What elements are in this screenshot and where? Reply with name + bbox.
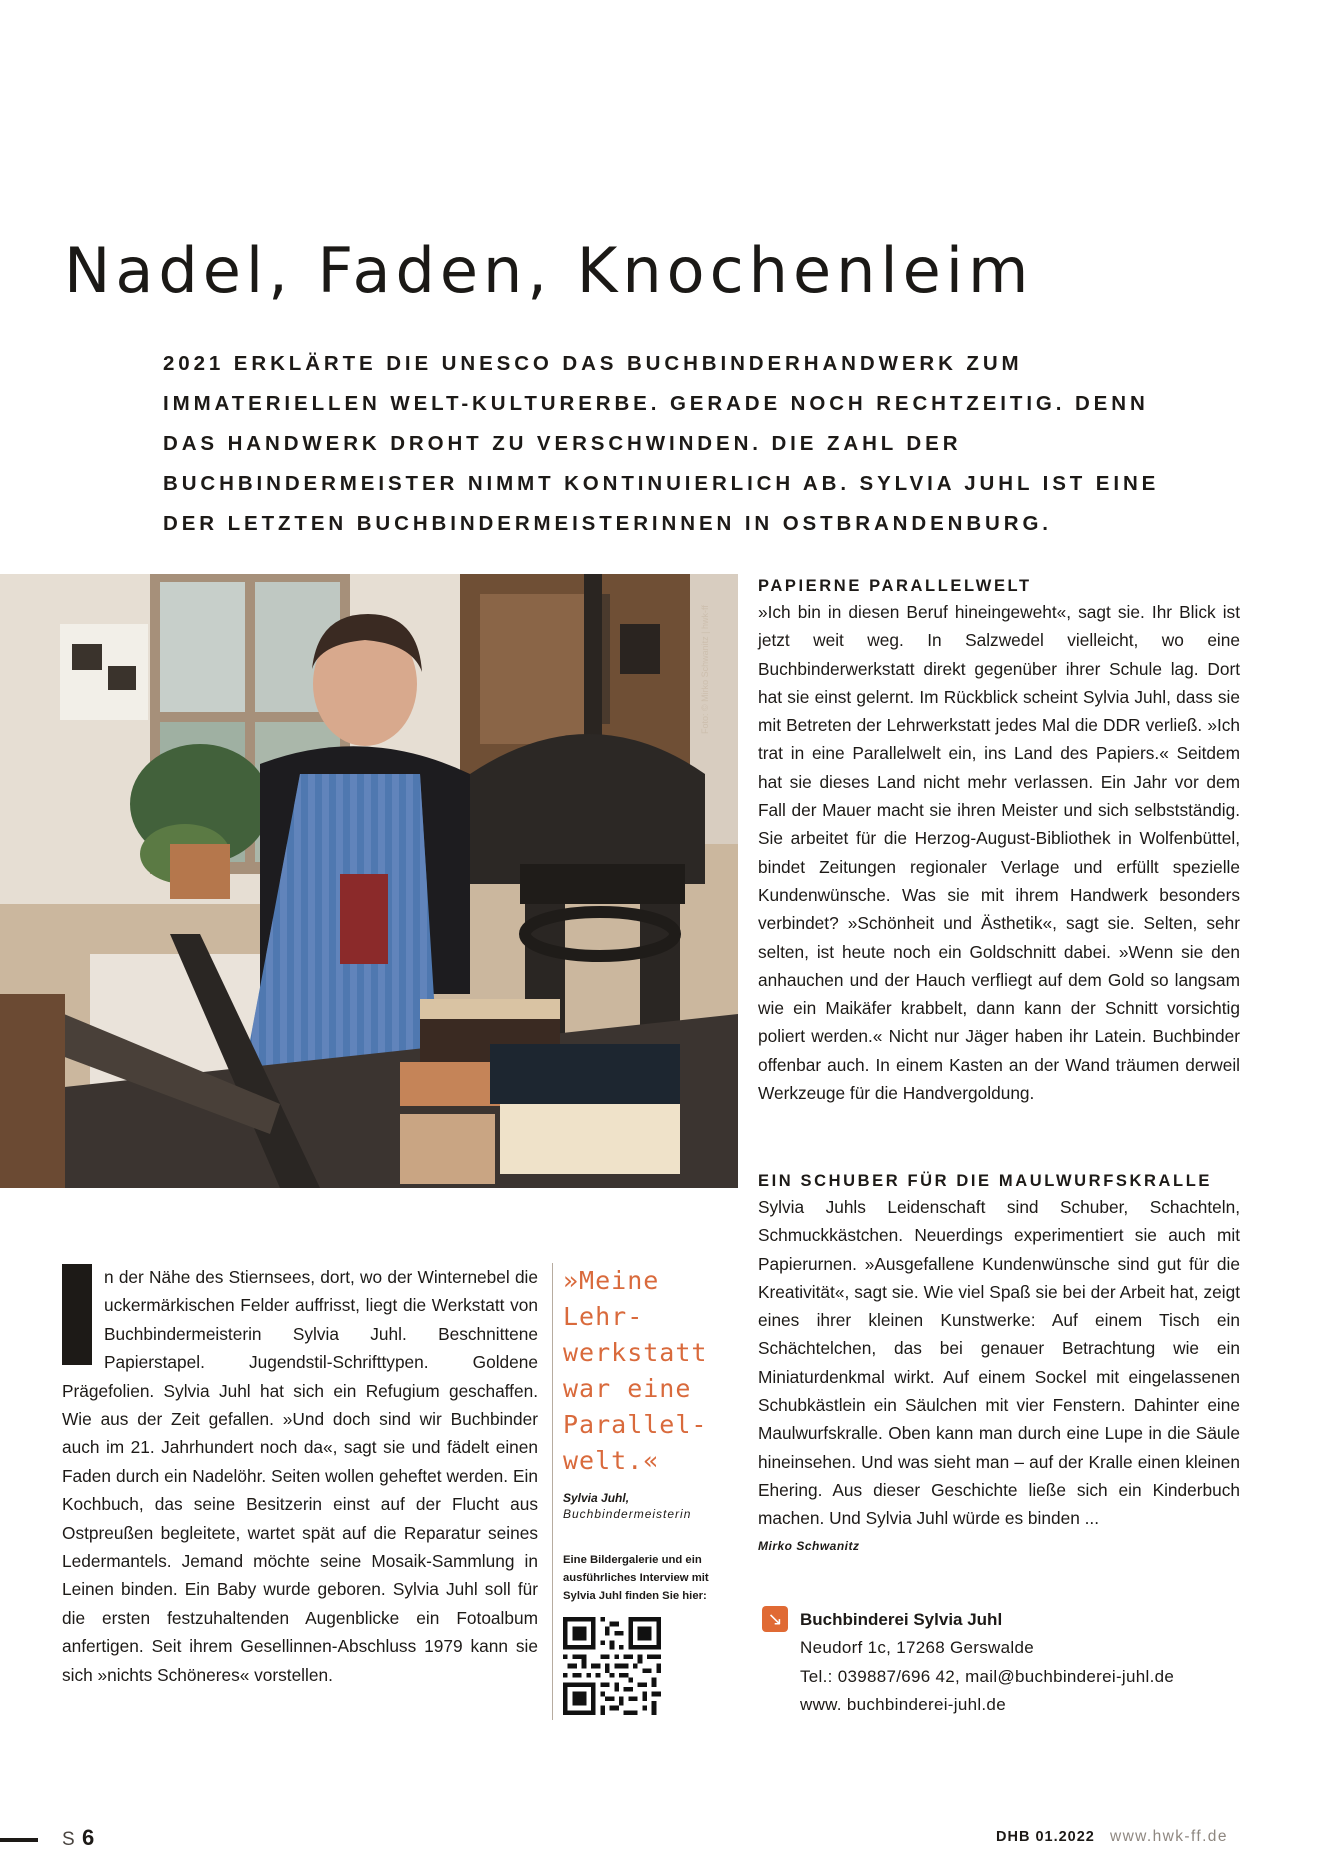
quote-author: Sylvia Juhl, [563, 1491, 630, 1505]
footer-rule [0, 1838, 38, 1842]
magazine-issue: DHB 01.2022 [996, 1829, 1095, 1845]
page-prefix: S [62, 1829, 76, 1850]
contact-phone-mail[interactable]: Tel.: 039887/696 42, mail@buchbinderei-juhl.de [800, 1666, 1175, 1686]
section-text: Sylvia Juhls Leidenschaft sind Schuber, Schachteln, Schmuckkästchen. Neuerdings experimentiert sie auch mit Papierurnen. »Ausgefallene Kundenwünsche sind gut für die Kreativität«, sagt sie. Wie viel Spaß sie bei der Arbeit hat, zeigt eines ihrer kleinen Kunstwerke: Auf einem Tisch ein Schächtelchen, das bei genauer Betrachtung wie ein Miniaturdenkmal wirkt. Auf einem Sockel mit eingelassenen Schubkästlein ein Säulchen mit vier Fenstern. Dahinter eine Maulwurfskralle. Oben kann man durch eine Lupe in die Säule hineinsehen. Und was sieht man – auf der Kralle einen kleinen Ehering. Aus dieser Geschichte ließe sich ein Kinderbuch machen. Und Sylvia Juhl würde es binden ... [758, 1197, 1240, 1529]
section-heading: EIN SCHUBER FÜR DIE MAULWURFSKRALLE [758, 1172, 1212, 1190]
section-papierne-parallelwelt [758, 574, 1240, 1107]
arrow-icon: ↘ [762, 1606, 788, 1632]
contact-address: Neudorf 1c, 17268 Gerswalde [800, 1638, 1034, 1657]
quote-role: Buchbindermeisterin [563, 1507, 692, 1521]
quote-text: »Meine Lehrwerkstatt war eine Parallelwelt.« [563, 1266, 708, 1475]
contact-website[interactable]: www. buchbinderei-juhl.de [800, 1695, 1006, 1714]
drop-cap [62, 1264, 92, 1365]
pull-quote [552, 1263, 733, 1720]
body-text: n der Nähe des Stiernsees, dort, wo der Winternebel die uckermärkischen Felder auffrisst, liegt die Werkstatt von Buchbindermeisterin Sylvia Juhl. Beschnittene Papierstapel. Jugendstil-Schrifttypen. Goldene Prägefolien. Sylvia Juhl hat sich ein Refugium geschaffen. Wie aus der Zeit gefallen. »Und doch sind wir Buchbinder auch im 21. Jahrhundert noch da«, sagt sie und fädelt einen Faden durch ein Nadelöhr. Seiten wollen geheftet werden. Ein Kochbuch, das seine Besitzerin einst auf der Flucht aus Ostpreußen begleitete, wartet spät auf die Reparatur seines Ledermantels. Jemand möchte seine Mosaik-Sammlung in Leinen binden. Ein Baby wurde geboren. Sylvia Juhl soll für die ersten festzuhaltenden Augenblicke ein Fotoalbum anfertigen. Seit ihrem Gesellinnen-Abschluss 1979 kann sie sich »nichts Schöneres« vorstellen. [62, 1267, 538, 1685]
article-photo [0, 574, 738, 1188]
page-number [62, 1825, 95, 1851]
gallery-note: Eine Bildergalerie und ein ausführliches Interview mit Sylvia Juhl finden Sie hier: [563, 1554, 709, 1602]
article-body [62, 1263, 538, 1689]
qr-code[interactable] [563, 1617, 661, 1715]
author-name: Mirko Schwanitz [758, 1538, 860, 1553]
section-heading: PAPIERNE PARALLELWELT [758, 577, 1032, 595]
footer-website[interactable]: www.hwk-ff.de [1110, 1828, 1228, 1845]
contact-box [762, 1606, 1242, 1720]
section-text: »Ich bin in diesen Beruf hineingeweht«, sagt sie. Ihr Blick ist jetzt weit weg. In Salzwedel vielleicht, wo eine Buchbinderwerkstatt direkt gegenüber ihrer Schule lag. Dort hat sie einst gelernt. Im Rückblick scheint Sylvia Juhl, dass sie mit Betreten der Lehrwerkstatt jedes Mal die DDR verließ. »Ich trat in eine Parallelwelt ein, ins Land des Papiers.« Seitdem hat sie dieses Land nicht mehr verlassen. Ein Jahr vor dem Fall der Mauer macht sie ihren Meister und sich selbstständig. Sie arbeitet für die Herzog-August-Bibliothek in Wolfenbüttel, bindet Zeitungen regionaler Verlage und erfüllt spezielle Kundenwünsche. Was sie mit ihrem Handwerk besonders verbindet? »Schönheit und Ästhetik«, sagt sie. Selten, sehr selten, ist heute noch ein Goldschnitt dabei. »Wenn sie den anhauchen und der Hauch verfliegt auf dem Gold so langsam wie ein Maikäfer krabbelt, dann kann der Schnitt vorsichtig poliert werden.« Nicht nur Jäger haben ihr Latein. Buchbinder offenbar auch. In einem Kasten an der Wand träumen derweil Werkzeuge für die Handvergoldung. [758, 602, 1240, 1104]
contact-name: Buchbinderei Sylvia Juhl [800, 1610, 1003, 1629]
page-number-value: 6 [81, 1825, 96, 1850]
photo-credit: Foto: © Mirko Schwanitz | hwk-ff [700, 605, 710, 734]
section-schuber [758, 1169, 1240, 1553]
article-title: Nadel, Faden, Knochenleim [64, 234, 1034, 307]
article-intro: 2021 ERKLÄRTE DIE UNESCO DAS BUCHBINDERHANDWERK ZUM IMMATERIELLEN WELT-KULTURERBE. GERADE NOCH RECHTZEITIG. DENN DAS HANDWERK DROHT ZU VERSCHWINDEN. DIE ZAHL DER BUCHBINDERMEISTER NIMMT KONTINUIERLICH AB. SYLVIA JUHL IST EINE DER LETZTEN BUCHBINDERMEISTERINNEN IN OSTBRANDENBURG. [163, 352, 1160, 535]
